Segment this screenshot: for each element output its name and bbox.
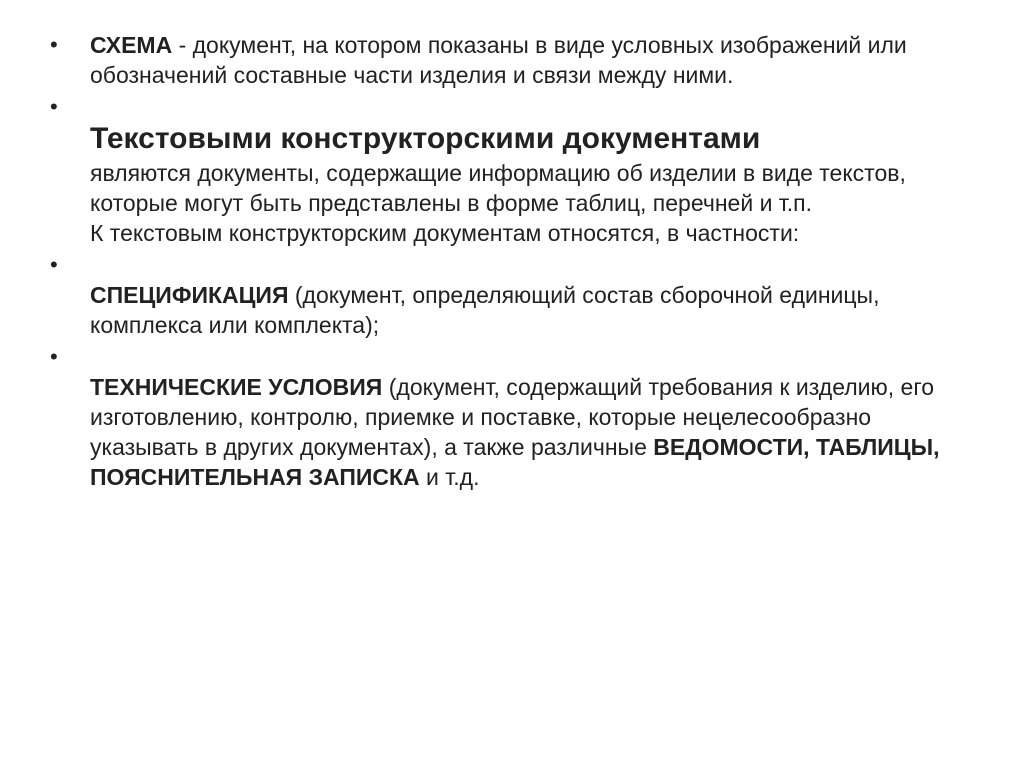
bullet-icon: • — [50, 32, 58, 57]
bullet-icon: • — [50, 94, 58, 119]
term-technical-conditions: ТЕХНИЧЕСКИЕ УСЛОВИЯ — [90, 374, 383, 400]
term-specification: СПЕЦИФИКАЦИЯ — [90, 282, 289, 308]
list-item-scheme — [50, 30, 980, 90]
definition-scheme: - документ, на котором показаны в виде условных изображений или обозначений составные части изделия и связи между ними. — [90, 32, 907, 88]
list-item-technical-conditions — [50, 342, 980, 492]
list-item-text-documents — [50, 92, 980, 248]
bullet-icon: • — [50, 252, 58, 277]
text-documents-list-intro: К текстовым конструкторским документам относятся, в частности: — [90, 220, 800, 246]
definition-text-documents: являются документы, содержащие информацию об изделии в виде текстов, которые могут быть представлены в форме таблиц, перечней и т.п. — [90, 160, 906, 216]
term-scheme: СХЕМА — [90, 32, 173, 58]
definition-specification: (документ, определяющий состав сборочной единицы, комплекса или комплекта); — [90, 282, 880, 338]
definition-technical-conditions: (документ, содержащий требования к изделию, его изготовлению, контролю, приемке и поставке, которые нецелесообразно указывать в других документах), а также различные — [90, 374, 934, 460]
bullet-list — [50, 30, 980, 494]
ending-text: и т.д. — [419, 464, 480, 490]
list-item-specification — [50, 250, 980, 340]
bullet-icon: • — [50, 344, 58, 369]
term-other-documents: ВЕДОМОСТИ, ТАБЛИЦЫ, ПОЯСНИТЕЛЬНАЯ ЗАПИСКА — [90, 434, 940, 490]
heading-text-documents: Текстовыми конструкторскими документами — [90, 122, 761, 155]
